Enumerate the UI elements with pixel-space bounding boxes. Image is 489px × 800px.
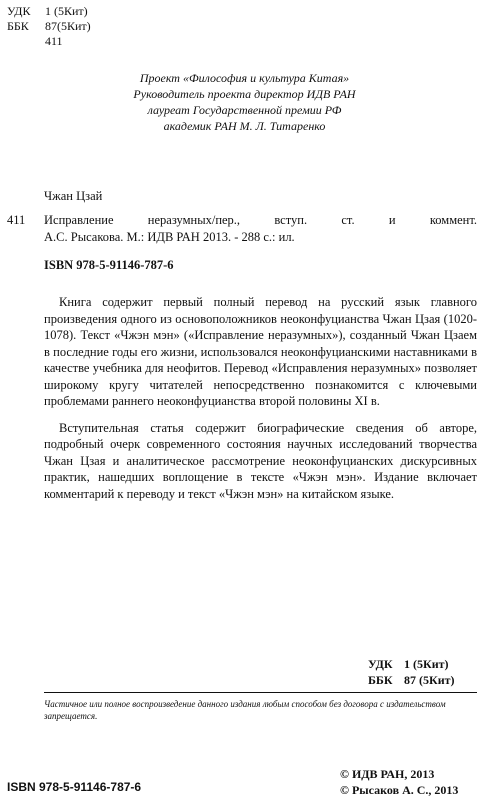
bbk-value: 87(5Кит) — [45, 19, 91, 33]
project-line: лауреат Государственной премии РФ — [147, 103, 342, 117]
annotation-paragraph: Книга содержит первый полный перевод на русский язык главного произведения одного из основоположников неоконфуцианства Чжан Цзая (1020-1078). Текст «Чжэн мэн» («Исправление неразумных»), созданный Чжан Цзаем в последние годы его жизни, использовался неоконфуцианскими наставниками в качестве учебника для неофитов. Перевод «Исправления неразумных» позволяет широкому кругу читателей непосредственно познакомится с ключевыми проблемами раннего неоконфуцианства второй половины XI в. — [44, 295, 477, 408]
classification-bottom — [368, 656, 455, 688]
bbk-label: ББК — [368, 673, 393, 687]
author-mark-row — [7, 34, 91, 49]
author-name: Чжан Цзай — [44, 189, 103, 203]
copyright-line: © Рысаков А. С., 2013 — [340, 783, 459, 797]
divider — [44, 692, 477, 693]
title-description — [44, 212, 477, 246]
bbk-row — [7, 19, 91, 34]
title-line: Исправление неразумных/пер., вступ. ст. и коммент. — [44, 213, 477, 227]
isbn-main: ISBN 978-5-91146-787-6 — [44, 258, 174, 272]
copyright-block — [340, 766, 458, 798]
annotation-paragraph: Вступительная статья содержит биографические сведения об авторе, подробный очерк современного состояния научных исследований творчества Чжан Цзая и аналитическое рассмотрение неоконфуцианских дискурсивных практик, нашедших воплощение в тексте «Чжэн мэн». Издание включает комментарий к переводу и текст «Чжэн мэн» на китайском языке. — [44, 420, 477, 501]
project-line: Проект «Философия и культура Китая» — [139, 71, 350, 85]
bbk-value: 87 (5Кит) — [404, 673, 455, 687]
bbk-label: ББК — [7, 19, 29, 33]
bbk-row-bottom — [368, 672, 455, 688]
title-line: А.С. Рысакова. М.: ИДВ РАН 2013. - 288 с.: ил. — [44, 230, 295, 244]
udk-value: 1 (5Кит) — [404, 657, 449, 671]
project-line: Руководитель проекта директор ИДВ РАН — [133, 87, 356, 101]
project-line: академик РАН М. Л. Титаренко — [163, 119, 326, 133]
copyright-line: © ИДВ РАН, 2013 — [340, 767, 435, 781]
rights-notice: Частичное или полное воспроизведение данного издания любым способом без договора с издательством запрещается. — [44, 699, 446, 721]
project-info — [0, 70, 489, 134]
udk-row-bottom — [368, 656, 455, 672]
udk-label: УДК — [7, 4, 31, 18]
udk-row — [7, 4, 91, 19]
author-mark: 411 — [45, 34, 63, 48]
udk-value: 1 (5Кит) — [45, 4, 88, 18]
mark-number: 411 — [7, 213, 26, 227]
annotation — [44, 294, 477, 512]
classification-top — [7, 4, 91, 49]
isbn-footer: ISBN 978-5-91146-787-6 — [7, 780, 142, 794]
udk-label: УДК — [368, 657, 393, 671]
